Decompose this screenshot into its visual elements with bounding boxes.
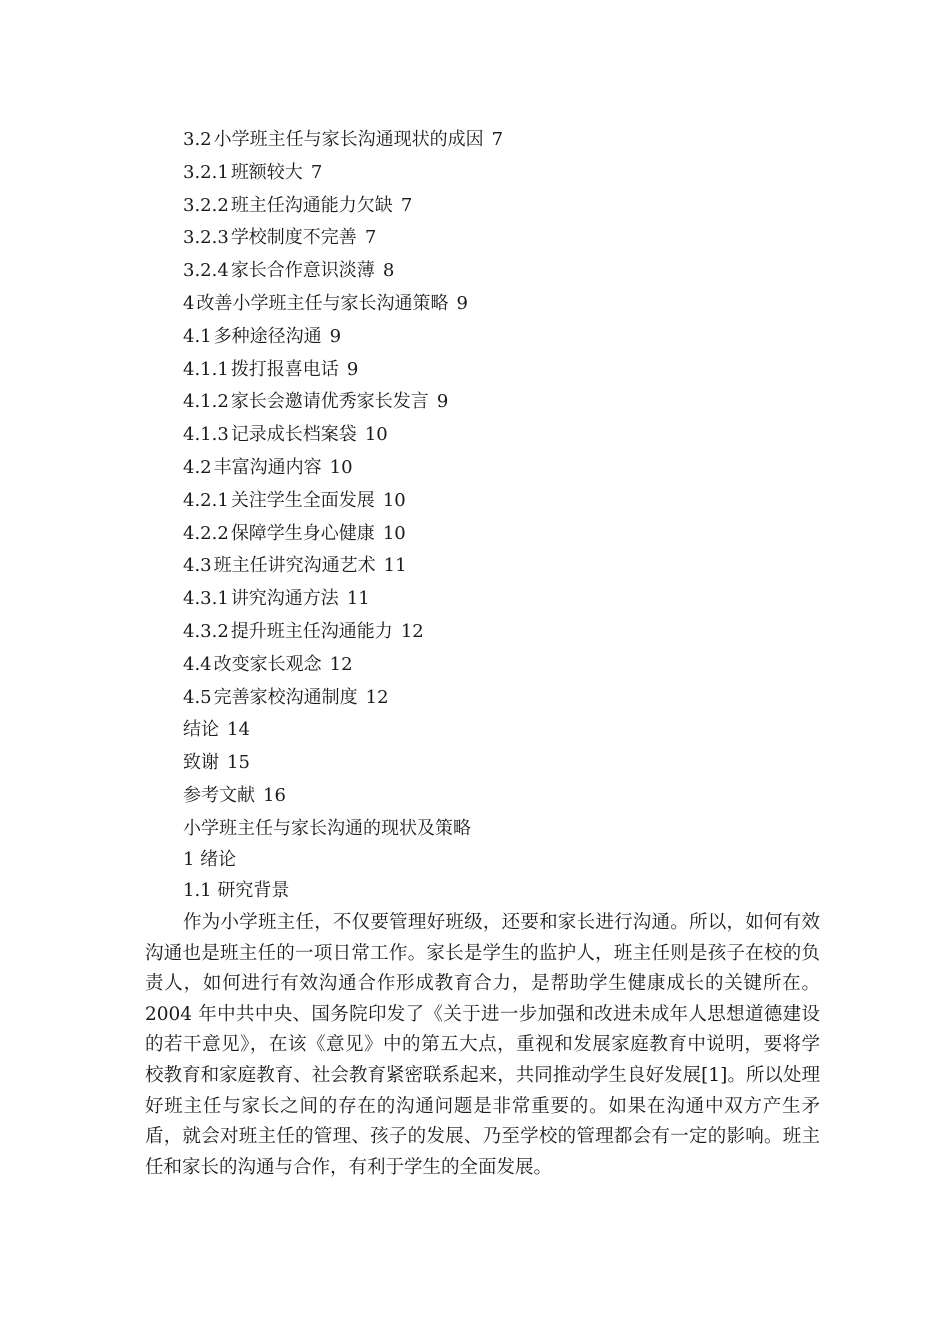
toc-entry-page: 9 — [346, 358, 359, 380]
heading-block — [183, 813, 823, 906]
toc-entry-number: 4.3.1 — [183, 588, 229, 610]
toc-entry — [183, 485, 823, 518]
toc-entry-page: 7 — [400, 194, 413, 216]
toc-entry-number: 4.2.2 — [183, 522, 229, 544]
toc-entry-number: 4.2 — [183, 456, 212, 478]
chapter-heading: 1 绪论 — [183, 849, 237, 870]
toc-entry — [183, 157, 823, 190]
toc-entry-page: 12 — [365, 686, 389, 708]
toc-entry — [183, 288, 823, 321]
toc-entry-page: 9 — [436, 391, 449, 413]
section-heading: 1.1 研究背景 — [183, 880, 290, 901]
toc-entry-title: 参考文献 — [183, 784, 255, 806]
toc-entry — [183, 550, 823, 583]
table-of-contents — [183, 124, 823, 813]
toc-entry — [183, 747, 823, 780]
toc-entry-title: 家长会邀请优秀家长发言 — [230, 391, 429, 413]
toc-entry-number: 4.1 — [183, 325, 212, 347]
toc-entry-number: 4.2.1 — [183, 489, 229, 511]
body-paragraph: 作为小学班主任，不仅要管理好班级，还要和家长进行沟通。所以，如何有效沟通也是班主任的一项日常工作。家长是学生的监护人，班主任则是孩子在校的负责人，如何进行有效沟通合作形成教育合力，是帮助学生健康成长的关键所在。2004 年中共中央、国务院印发了《关于进一步加强和改进未成年人思想道德建设的若干意见》，在该《意见》中的第五大点，重视和发展家庭教育中说明，要将学校教育和家庭教育、社会教育紧密联系起来，共同推动学生良好发展[1]。所以处理好班主任与家长之间的存在的沟通问题是非常重要的。如果在沟通中双方产生矛盾，就会对班主任的管理、孩子的发展、乃至学校的管理都会有一定的影响。班主任和家长的沟通与合作，有利于学生的全面发展。 — [145, 912, 820, 1178]
toc-entry-title: 保障学生身心健康 — [230, 522, 375, 544]
toc-entry-page: 7 — [310, 161, 323, 183]
toc-entry-page: 15 — [227, 752, 250, 774]
toc-entry-number: 4.1.2 — [183, 391, 229, 413]
toc-entry-page: 11 — [383, 555, 407, 577]
toc-entry-number: 4.5 — [183, 686, 212, 708]
toc-entry-page: 8 — [382, 260, 395, 282]
toc-entry-page: 12 — [400, 620, 424, 642]
toc-entry-title: 拨打报喜电话 — [230, 358, 339, 380]
toc-entry-page: 10 — [382, 522, 406, 544]
toc-entry — [183, 222, 823, 255]
document-title: 小学班主任与家长沟通的现状及策略 — [183, 818, 471, 839]
toc-entry-page: 14 — [227, 719, 250, 741]
toc-entry-title: 改善小学班主任与家长沟通策略 — [196, 292, 449, 314]
toc-entry — [183, 255, 823, 288]
toc-entry-page: 9 — [329, 325, 342, 347]
toc-entry — [183, 649, 823, 682]
toc-entry-number: 4.1.1 — [183, 358, 229, 380]
toc-entry-title: 学校制度不完善 — [230, 227, 357, 249]
toc-entry-page: 7 — [491, 129, 504, 150]
toc-entry — [183, 518, 823, 551]
toc-entry — [183, 354, 823, 387]
toc-entry — [183, 321, 823, 354]
toc-entry-page: 10 — [329, 456, 353, 478]
toc-entry-title: 班额较大 — [230, 161, 303, 183]
toc-entry-page: 10 — [364, 424, 388, 446]
toc-entry-title: 讲究沟通方法 — [230, 588, 339, 610]
toc-entry-title: 致谢 — [183, 752, 219, 774]
toc-entry — [183, 124, 823, 157]
toc-entry — [183, 682, 823, 715]
toc-entry-number: 3.2 — [183, 129, 212, 150]
toc-entry-title: 班主任讲究沟通艺术 — [213, 555, 376, 577]
toc-entry-page: 7 — [364, 227, 377, 249]
toc-entry — [183, 616, 823, 649]
toc-entry-page: 12 — [329, 653, 353, 675]
toc-entry — [183, 583, 823, 616]
toc-entry-number: 4.3 — [183, 555, 212, 577]
toc-entry-page: 16 — [263, 784, 286, 806]
toc-entry-title: 家长合作意识淡薄 — [230, 260, 375, 282]
toc-entry — [183, 386, 823, 419]
toc-entry-number: 4.1.3 — [183, 424, 229, 446]
toc-entry-page: 10 — [382, 489, 406, 511]
toc-entry — [183, 780, 823, 813]
toc-entry — [183, 419, 823, 452]
toc-entry-number: 4.4 — [183, 653, 212, 675]
toc-entry-title: 改变家长观念 — [213, 653, 322, 675]
toc-entry-title: 班主任沟通能力欠缺 — [230, 194, 393, 216]
toc-entry — [183, 190, 823, 223]
toc-entry-number: 4 — [183, 292, 195, 314]
toc-entry-title: 关注学生全面发展 — [230, 489, 375, 511]
toc-entry-page: 9 — [456, 292, 468, 314]
toc-entry-title: 小学班主任与家长沟通现状的成因 — [213, 129, 484, 150]
toc-entry — [183, 714, 823, 747]
toc-entry-title: 提升班主任沟通能力 — [230, 620, 393, 642]
toc-entry-number: 3.2.1 — [183, 161, 229, 183]
toc-entry-number: 3.2.4 — [183, 260, 229, 282]
toc-entry-page: 11 — [346, 588, 370, 610]
toc-entry-number: 3.2.2 — [183, 194, 229, 216]
toc-entry-title: 结论 — [183, 719, 219, 741]
toc-entry-number: 4.3.2 — [183, 620, 229, 642]
toc-entry-title: 丰富沟通内容 — [213, 456, 322, 478]
toc-entry-title: 记录成长档案袋 — [230, 424, 357, 446]
toc-entry-number: 3.2.3 — [183, 227, 229, 249]
toc-entry-title: 完善家校沟通制度 — [213, 686, 358, 708]
toc-entry — [183, 452, 823, 485]
toc-entry-title: 多种途径沟通 — [213, 325, 322, 347]
